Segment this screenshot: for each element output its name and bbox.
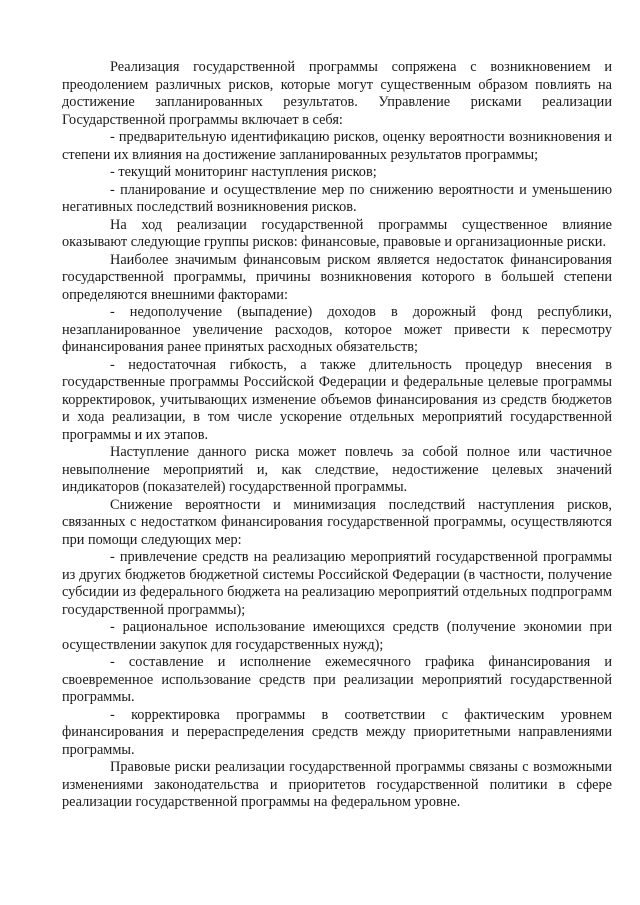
paragraph-risk-management-intro: Реализация государственной программы сопряжена с возникновением и преодолением различных рисков, которые могут существенным образом повлиять на достижение запланированных результатов. Управление рисками реализации Государственной программы включает в себя:	[62, 59, 612, 128]
list-item-rational-use-of-funds: - рациональное использование имеющихся средств (получение экономии при осуществлении закупок для государственных нужд);	[62, 619, 612, 653]
list-item-program-adjustment: - корректировка программы в соответствии с фактическим уровнем финансирования и перераспределения средств между приоритетными направлениями программы.	[62, 706, 612, 758]
list-item-insufficient-flexibility: - недостаточная гибкость, а также длительность процедур внесения в государственные программы Российской Федерации и федеральные целевые программы корректировок, учитывающих изменение объемов финансирования из средств бюджетов и хода реализации, в том числе ускорение отдельных мероприятий государственной программы и их этапов.	[62, 356, 612, 443]
paragraph-risk-groups: На ход реализации государственной программы существенное влияние оказывают следующие группы рисков: финансовые, правовые и организационные риски.	[62, 216, 612, 250]
paragraph-financial-risk: Наиболее значимым финансовым риском является недостаток финансирования государственной программы, причины возникновения которого в большей степени определяются внешними факторами:	[62, 251, 612, 303]
paragraph-risk-consequences: Наступление данного риска может повлечь за собой полное или частичное невыполнение мероприятий и, как следствие, недостижение целевых значений индикаторов (показателей) государственной программы.	[62, 444, 612, 495]
paragraph-legal-risks: Правовые риски реализации государственной программы связаны с возможными изменениями законодательства и приоритетов государственной политики в сфере реализации государственной программы на федеральном уровне.	[62, 759, 612, 810]
list-item-monthly-financing-schedule: - составление и исполнение ежемесячного графика финансирования и своевременное использование средств при реализации мероприятий государственной программы.	[62, 654, 612, 705]
list-item-risk-monitoring: - текущий мониторинг наступления рисков;	[110, 164, 377, 180]
list-item-risk-mitigation-planning: - планирование и осуществление мер по снижению вероятности и уменьшению негативных последствий возникновения рисков.	[62, 181, 612, 215]
list-item-risk-identification: - предварительную идентификацию рисков, оценку вероятности возникновения и степени их влияния на достижение запланированных результатов программы;	[62, 129, 612, 163]
list-item-revenue-shortfall: - недополучение (выпадение) доходов в дорожный фонд республики, незапланированное увеличение расходов, которое может привести к пересмотру финансирования ранее принятых расходных обязательств;	[62, 304, 612, 355]
list-item-attracting-funds: - привлечение средств на реализацию мероприятий государственной программы из других бюджетов бюджетной системы Российской Федерации (в частности, получение субсидии из федерального бюджета на реализацию мероприятий отдельных подпрограмм государственной программы);	[62, 549, 612, 618]
paragraph-risk-reduction-measures: Снижение вероятности и минимизация последствий наступления рисков, связанных с недостатком финансирования государственной программы, осуществляются при помощи следующих мер:	[62, 496, 612, 548]
